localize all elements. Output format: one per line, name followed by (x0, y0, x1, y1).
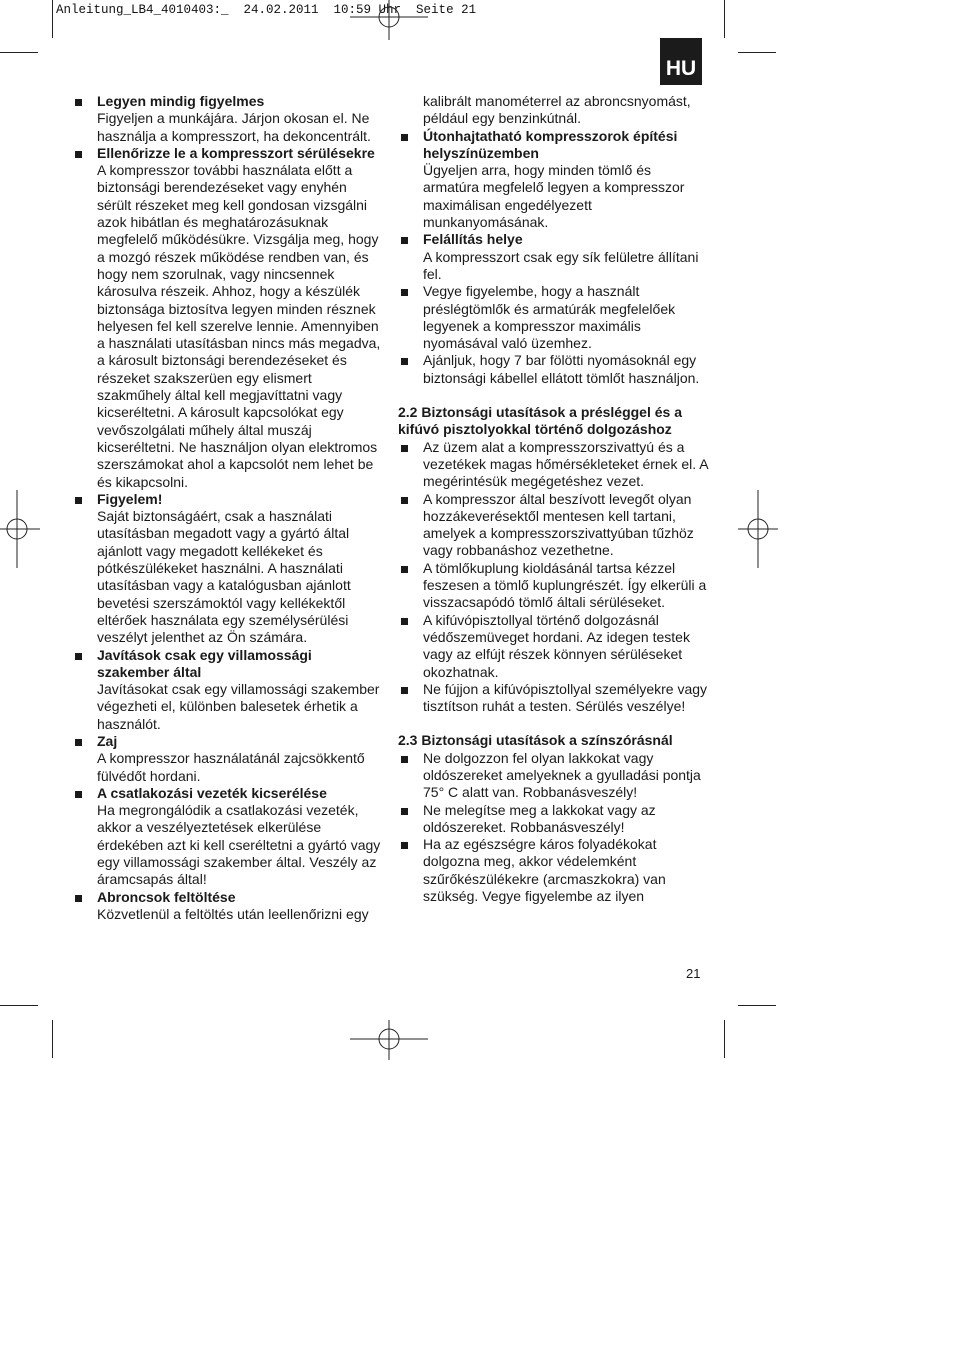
item-body: Figyeljen a munkájára. Járjon okosan el. Ne használja a kompresszort, ha dekoncentrált. (97, 110, 371, 144)
list-item (398, 352, 708, 387)
item-body: A kompresszor további használata előtt a biztonsági berendezéseket vagy enyhén sérült részeket meg kell gondosan vizsgálni azok hibátlan és meghatározásuknak megfelelő működésükre. Vizsgálja meg, hogy a mozgó részek működése rendben van, és hogy nem szorulnak, vagy nincsennek károsulva részeik. Ahhoz, hogy a készülék biztonsága biztosítva legyen minden résznek helyesen fel kell szerelve lennie. Amennyiben a használati utasításban nincs más megadva, a károsult biztonsági berendezéseket és részeket szakszerüen egy elismert szakműhely által kell megjavíttatni vagy kicseréltetni. A károsult kapcsolókat egy vevőszolgálati műhely által muszáj kicseréltetni. Ne használjon olyan elektromos szerszámokat ahol a kapcsolót nem lehet be és kikapcsolni. (97, 162, 381, 490)
list-item (398, 439, 708, 491)
item-body: Ha az egészségre káros folyadékokat dolgozna meg, akkor védelemként szűrőkészülékekre (arcmaszkokra) van szükség. Vegye figyelembe az ilyen (423, 836, 666, 905)
item-body: Közvetlenül a feltöltés után leellenőrizni egy (97, 905, 369, 922)
crop-mark (738, 1005, 776, 1006)
continued-text (398, 93, 708, 128)
crop-mark (724, 1020, 725, 1058)
square-bullet-icon (401, 134, 408, 141)
list-item (398, 128, 708, 232)
list-item (398, 612, 708, 681)
item-body: A kompresszort csak egy sík felületre állítani fel. (423, 248, 699, 282)
item-body: A kompresszor használatánál zajcsökkentő fülvédőt hordani. (97, 750, 365, 784)
list-item (72, 733, 382, 785)
list-item (398, 802, 708, 837)
item-heading: Legyen mindig figyelmes (97, 93, 265, 109)
square-bullet-icon (75, 739, 82, 746)
square-bullet-icon (401, 237, 408, 244)
item-body: Ajánljuk, hogy 7 bar fölötti nyomásoknál egy biztonsági kábellel ellátott tömlőt használjon. (423, 352, 700, 386)
language-tab: HU (660, 38, 702, 85)
list-item (398, 283, 708, 352)
square-bullet-icon (401, 358, 408, 365)
item-body: A kompresszor által beszívott levegőt olyan hozzákeverésektől mentesen kell tartani, amelyek a kompresszorszivattyúban tűzhöz vagy robbanáshoz vezethetne. (423, 490, 694, 559)
registration-mark (0, 490, 40, 568)
item-body: Vegye figyelembe, hogy a használt préslégtömlők és armatúrák megfelelőek legyenek a kompresszor maximális nyomásával való üzemhez. (423, 283, 676, 352)
square-bullet-icon (401, 289, 408, 296)
item-body: Ne melegítse meg a lakkokat vagy az oldószereket. Robbanásveszély! (423, 801, 656, 835)
item-heading: Útonhajtatható kompresszorok építési helyszínüzemben (423, 127, 678, 161)
crop-mark (738, 52, 776, 53)
list-item (398, 681, 708, 716)
square-bullet-icon (401, 756, 408, 763)
item-heading: Felállítás helye (423, 231, 523, 248)
square-bullet-icon (401, 497, 408, 504)
crop-mark (724, 0, 725, 38)
square-bullet-icon (75, 99, 82, 106)
square-bullet-icon (401, 566, 408, 573)
square-bullet-icon (401, 808, 408, 815)
crop-mark (0, 52, 38, 53)
list-item (398, 231, 708, 283)
list-item (398, 560, 708, 612)
item-body: Ha megrongálódik a csatlakozási vezeték, akkor a veszélyeztetések elkerülése érdekében azt ki kell cseréltetni a gyártó vagy egy villamossági szakember által. Veszély az áramcsapás által! (97, 802, 381, 888)
list-item (72, 647, 382, 733)
item-body: Javításokat csak egy villamossági szakember végezheti el, különben balesetek érhetik a használót. (97, 681, 380, 732)
item-heading: A csatlakozási vezeték kicserélése (97, 784, 327, 801)
list-item (398, 491, 708, 560)
item-body: Saját biztonságáért, csak a használati utasításban megadott vagy a gyártó által ajánlott vagy megadott kellékeket és pótkészülékeket használni. A használati utasításban vagy a katalógusban ajánlott bevetési szerszámoktól vagy kellékektől eltérőek használata egy személysérülési veszélyt jelenthet az Ön számára. (97, 508, 351, 646)
item-body: kalibrált manométerrel az abroncsnyomást, például egy benzinkútnál. (423, 93, 691, 127)
crop-mark (52, 0, 53, 38)
square-bullet-icon (75, 791, 82, 798)
square-bullet-icon (401, 618, 408, 625)
registration-mark (738, 490, 778, 568)
right-column (398, 93, 708, 905)
item-heading: Zaj (97, 732, 118, 749)
square-bullet-icon (75, 895, 82, 902)
item-body: A kifúvópisztollyal történő dolgozásnál védőszemüveget hordani. Az idegen testek vagy az elfújt részek könnyen sérüléseket okozhatnak. (423, 611, 690, 680)
item-heading: Figyelem! (97, 490, 163, 507)
section-title: 2.2 Biztonsági utasítások a présléggel és a kifúvó pisztolyokkal történő dolgozáshoz (398, 404, 682, 438)
item-body: Ne dolgozzon fel olyan lakkokat vagy oldószereket amelyeknek a gyulladási pontja 75° C alatt van. Robbanásveszély! (423, 749, 701, 801)
square-bullet-icon (401, 687, 408, 694)
square-bullet-icon (75, 497, 82, 504)
square-bullet-icon (401, 842, 408, 849)
item-body: A tömlőkuplung kioldásánál tartsa kézzel feszesen a tömlő kuplungrészét. Így elkerüli a visszacsapódó tömlő általi sérüléseket. (423, 559, 707, 611)
list-item (398, 836, 708, 905)
list-item (72, 889, 382, 924)
item-body: Ne fújjon a kifúvópisztollyal személyekre vagy tisztítson ruhát a testen. Sérülés veszélye! (423, 680, 708, 715)
crop-mark (52, 1020, 53, 1058)
page-number: 21 (686, 966, 701, 981)
list-item (398, 750, 708, 802)
item-heading: Abroncsok feltöltése (97, 888, 236, 905)
square-bullet-icon (75, 151, 82, 158)
registration-mark (350, 0, 428, 40)
item-heading: Javítások csak egy villamossági szakember által (97, 646, 312, 680)
list-item (72, 93, 382, 145)
item-body: Ügyeljen arra, hogy minden tömlő és armatúra megfelelő legyen a kompresszor maximálisan engedélyezett munkanyomásának. (423, 162, 685, 231)
item-body: Az üzem alat a kompresszorszivattyú és a vezetékek magas hőmérsékleteket érnek el. A megérintésük megégetéshez vezet. (423, 438, 708, 490)
item-heading: Ellenőrizze le a kompresszort sérülésekre (97, 144, 375, 161)
list-item (72, 785, 382, 889)
list-item (72, 491, 382, 647)
print-header: Anleitung_LB4_4010403:_ 24.02.2011 10:59 Uhr Seite 21 (56, 3, 477, 17)
square-bullet-icon (75, 653, 82, 660)
crop-mark (0, 1005, 38, 1006)
registration-mark (350, 1020, 428, 1060)
list-item (72, 145, 382, 491)
left-column (72, 93, 382, 923)
section-title: 2.3 Biztonsági utasítások a színszórásnál (398, 732, 673, 749)
square-bullet-icon (401, 445, 408, 452)
